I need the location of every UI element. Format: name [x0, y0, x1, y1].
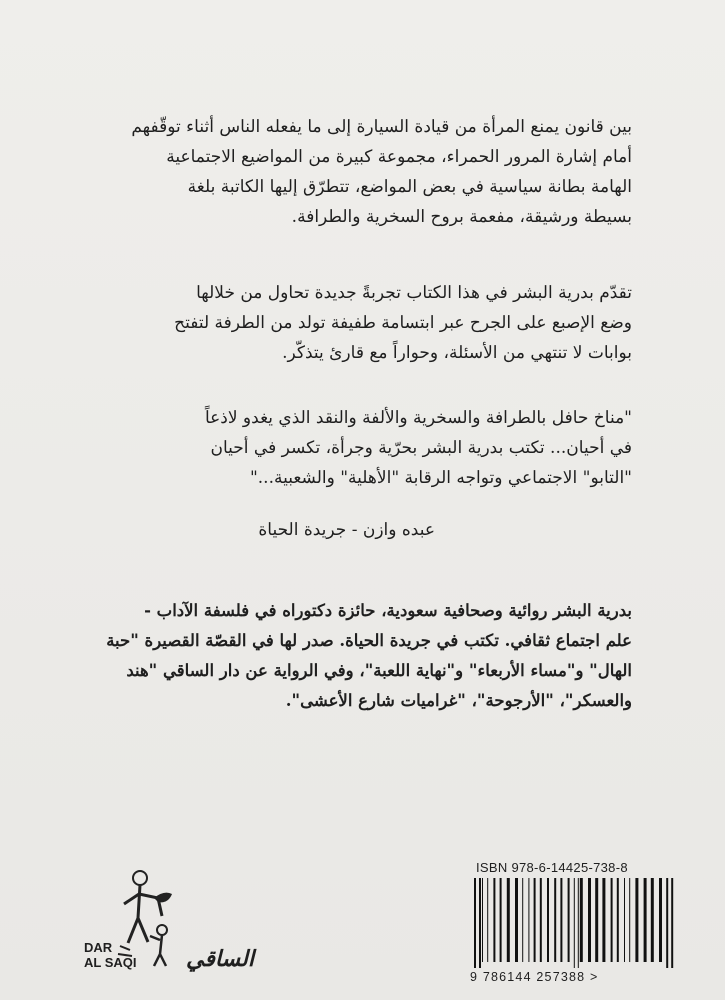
- text-line: تقدّم بدرية البشر في هذا الكتاب تجربةً جديدة تحاول من خلالها: [196, 283, 632, 303]
- author-bio: [92, 596, 632, 716]
- barcode-bar: [629, 878, 630, 962]
- barcode-bar: [554, 878, 556, 962]
- barcode-bar: [659, 878, 662, 962]
- text-line: "مناخ حافل بالطرافة والسخرية والألفة والنقد الذي يغدو لاذعاً: [204, 408, 632, 428]
- text-line: بسيطة ورشيقة، مفعمة بروح السخرية والطرافة.: [291, 207, 632, 227]
- publisher-latin-line-1: DAR: [84, 940, 113, 955]
- barcode-bar: [602, 878, 605, 962]
- barcode-bar: [580, 878, 583, 962]
- text-line: علم اجتماع ثقافي. تكتب في جريدة الحياة. صدر لها في القصّة القصيرة "حبة: [106, 631, 632, 650]
- barcode-bar: [528, 878, 529, 962]
- barcode: [470, 878, 685, 968]
- text-line: الهال" و"مساء الأربعاء" و"نهاية اللعبة"، وفي الرواية عن دار الساقي "هند: [126, 661, 632, 680]
- synopsis-paragraph-2: [92, 278, 632, 368]
- barcode-bar: [666, 878, 668, 968]
- synopsis-paragraph-1: [92, 112, 632, 232]
- barcode-bar: [611, 878, 613, 962]
- text-line: والعسكر"، "الأرجوحة"، "غراميات شارع الأعشى".: [285, 691, 632, 710]
- quote-attribution: عبده وازن - جريدة الحياة: [258, 520, 435, 540]
- text-line: بوابات لا تنتهي من الأسئلة، وحواراً مع قارئ يتذكّر.: [282, 343, 632, 363]
- barcode-bar: [578, 878, 579, 968]
- barcode-bar: [651, 878, 654, 962]
- barcode-bar: [574, 878, 575, 968]
- barcode-bar: [522, 878, 523, 962]
- barcode-bar: [671, 878, 673, 968]
- barcode-bar: [595, 878, 598, 962]
- publisher-arabic-name: الساقي: [186, 946, 254, 972]
- barcode-bar: [507, 878, 510, 962]
- barcode-bar: [493, 878, 495, 962]
- barcode-bar: [515, 878, 518, 962]
- publisher-latin-line-2: AL SAQI: [84, 955, 137, 970]
- barcode-digits: 9 786144 257388 >: [470, 970, 599, 984]
- barcode-bar: [487, 878, 488, 962]
- text-line: أمام إشارة المرور الحمراء، مجموعة كبيرة من المواضيع الاجتماعية: [166, 147, 632, 167]
- barcode-bar: [624, 878, 625, 962]
- barcode-bar: [500, 878, 502, 962]
- barcode-bar: [479, 878, 481, 968]
- barcode-bar: [644, 878, 647, 962]
- barcode-bar: [482, 878, 483, 962]
- text-line: بين قانون يمنع المرأة من قيادة السيارة إلى ما يفعله الناس أثناء توقّفهم: [131, 117, 632, 137]
- barcode-bar: [547, 878, 549, 962]
- isbn-label: ISBN 978-6-14425-738-8: [476, 860, 628, 875]
- barcode-bar: [540, 878, 542, 962]
- barcode-bar: [568, 878, 570, 962]
- barcode-bar: [534, 878, 536, 962]
- text-line: الهامة بطانة سياسية في بعض المواضع، تتطرّق إليها الكاتبة بلغة: [187, 177, 632, 197]
- text-line: "التابو" الاجتماعي وتواجه الرقابة "الأهلية" والشعبية...": [249, 468, 632, 488]
- barcode-bar: [617, 878, 619, 962]
- text-line: في أحيان... تكتب بدرية البشر بحرّية وجرأة، تكسر في أحيان: [210, 438, 632, 458]
- publisher-latin-name: [84, 940, 154, 970]
- barcode-bar: [560, 878, 562, 962]
- text-line: بدرية البشر روائية وصحافية سعودية، حائزة دكتوراه في فلسفة الآداب -: [144, 601, 632, 620]
- barcode-bar: [635, 878, 638, 962]
- barcode-bar: [474, 878, 476, 968]
- review-quote: [92, 403, 632, 493]
- barcode-bar: [588, 878, 591, 962]
- text-line: وضع الإصبع على الجرح عبر ابتسامة طفيفة تولد من الطرفة لتفتح: [174, 313, 632, 333]
